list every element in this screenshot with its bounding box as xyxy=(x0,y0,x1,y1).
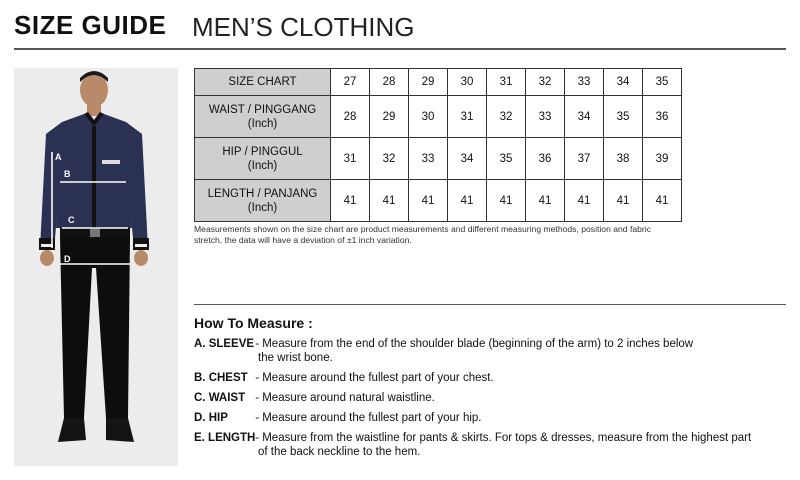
table-cell: 37 xyxy=(565,138,604,180)
table-cell: 41 xyxy=(604,180,643,222)
measure-item-chest xyxy=(194,371,494,385)
measure-key: C. WAIST xyxy=(194,392,246,404)
section-divider xyxy=(194,304,786,305)
size-cell: 34 xyxy=(604,69,643,96)
table-cell: 33 xyxy=(409,138,448,180)
table-row-hip xyxy=(195,138,682,180)
measure-desc: - Measure around the fullest part of your hip. xyxy=(255,412,482,424)
table-row-length xyxy=(195,180,682,222)
table-cell: 28 xyxy=(331,96,370,138)
measure-desc: - Measure from the end of the shoulder blade (beginning of the arm) to 2 inches below xyxy=(255,338,694,350)
table-cell: 33 xyxy=(526,96,565,138)
measure-desc: - Measure from the waistline for pants & skirts. For tops & dresses, measure from the highest part xyxy=(255,432,752,444)
table-cell: 34 xyxy=(565,96,604,138)
measure-desc-cont: the wrist bone. xyxy=(258,352,333,364)
measure-key: B. CHEST xyxy=(194,372,248,384)
table-cell: 38 xyxy=(604,138,643,180)
measure-item-hip xyxy=(194,411,482,425)
table-cell: 41 xyxy=(409,180,448,222)
row-label-unit: (Inch) xyxy=(247,117,278,130)
page-title: SIZE GUIDE xyxy=(14,10,167,40)
size-cell: 29 xyxy=(409,69,448,96)
measure-key: E. LENGTH xyxy=(194,432,256,444)
measure-item-length xyxy=(194,431,751,459)
label-a: A xyxy=(55,152,62,162)
table-cell: 35 xyxy=(487,138,526,180)
row-label-length xyxy=(195,180,331,222)
size-cell: 28 xyxy=(370,69,409,96)
table-cell: 41 xyxy=(487,180,526,222)
table-cell: 36 xyxy=(643,96,682,138)
row-label-waist xyxy=(195,96,331,138)
measurement-note: Measurements shown on the size chart are product measurements and different measuring methods, position and fabric stretch, the data will have a deviation of ±1 inch variation. xyxy=(194,224,651,245)
page-subtitle: MEN’S CLOTHING xyxy=(192,12,415,42)
size-cell: 33 xyxy=(565,69,604,96)
row-label-unit: (Inch) xyxy=(247,201,278,214)
size-cell: 30 xyxy=(448,69,487,96)
table-cell: 31 xyxy=(331,138,370,180)
row-label-unit: (Inch) xyxy=(247,159,278,172)
label-c: C xyxy=(68,215,75,225)
table-cell: 41 xyxy=(448,180,487,222)
label-d: D xyxy=(64,254,71,264)
table-cell: 41 xyxy=(526,180,565,222)
table-cell: 31 xyxy=(448,96,487,138)
size-cell: 31 xyxy=(487,69,526,96)
size-chart-label: SIZE CHART xyxy=(195,69,331,96)
table-cell: 41 xyxy=(370,180,409,222)
table-cell: 32 xyxy=(487,96,526,138)
model-illustration xyxy=(14,68,178,466)
row-label-hip xyxy=(195,138,331,180)
size-cell: 32 xyxy=(526,69,565,96)
table-cell: 32 xyxy=(370,138,409,180)
label-b: B xyxy=(64,169,71,179)
row-label-line: WAIST / PINGGANG xyxy=(208,103,317,116)
how-to-measure-title: How To Measure : xyxy=(194,315,313,331)
row-label-line: HIP / PINGGUL xyxy=(222,145,303,158)
table-cell: 36 xyxy=(526,138,565,180)
measure-desc-cont: of the back neckline to the hem. xyxy=(258,446,421,458)
model-photo xyxy=(14,68,178,466)
table-cell: 34 xyxy=(448,138,487,180)
table-cell: 35 xyxy=(604,96,643,138)
measure-desc: - Measure around the fullest part of your chest. xyxy=(255,372,494,384)
row-label-line: LENGTH / PANJANG xyxy=(207,187,318,200)
header-divider xyxy=(14,48,786,50)
measure-key: D. HIP xyxy=(194,412,228,424)
measure-item-waist xyxy=(194,391,435,405)
table-cell: 39 xyxy=(643,138,682,180)
table-row-waist xyxy=(195,96,682,138)
measure-key: A. SLEEVE xyxy=(194,338,255,350)
table-cell: 41 xyxy=(643,180,682,222)
size-chart-table xyxy=(194,68,682,222)
measure-desc: - Measure around natural waistline. xyxy=(255,392,435,404)
table-cell: 41 xyxy=(565,180,604,222)
table-header-row xyxy=(195,69,682,96)
table-cell: 30 xyxy=(409,96,448,138)
size-cell: 27 xyxy=(331,69,370,96)
size-cell: 35 xyxy=(643,69,682,96)
table-cell: 29 xyxy=(370,96,409,138)
measure-item-sleeve xyxy=(194,337,693,365)
table-cell: 41 xyxy=(331,180,370,222)
